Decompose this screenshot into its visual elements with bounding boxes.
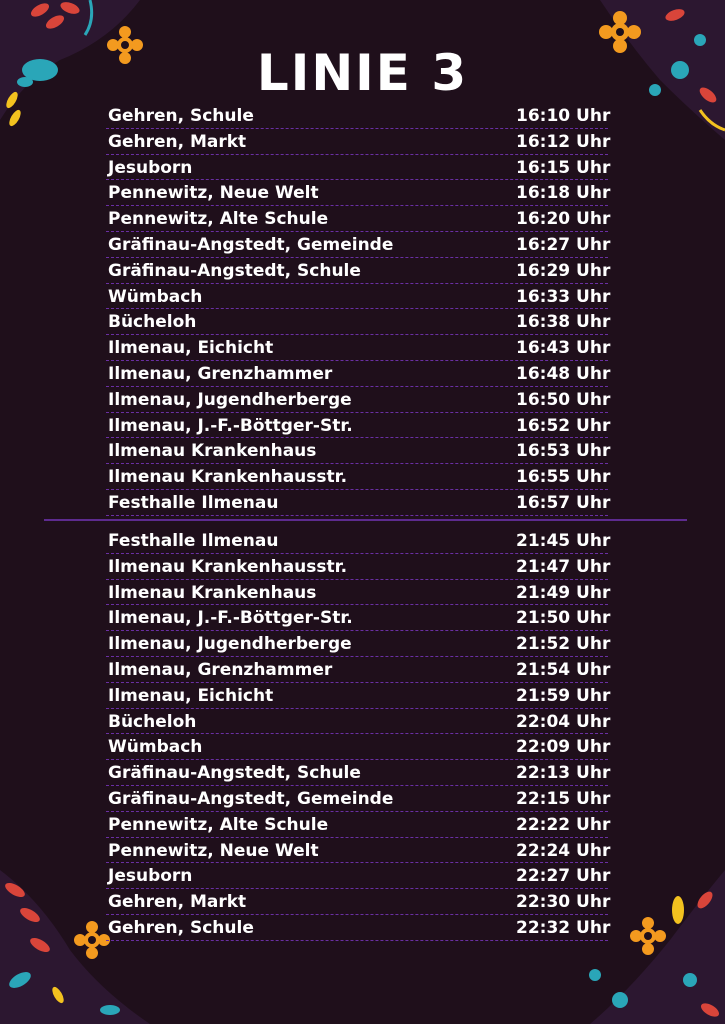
departure-time: 16:43 Uhr bbox=[516, 338, 611, 359]
table-row bbox=[106, 915, 611, 941]
departure-time: 21:50 Uhr bbox=[516, 608, 611, 629]
stop-name: Wümbach bbox=[108, 737, 203, 758]
departure-time: 21:59 Uhr bbox=[516, 685, 611, 706]
stop-name: Ilmenau Krankenhaus bbox=[108, 441, 317, 462]
table-row bbox=[106, 709, 611, 735]
section-divider bbox=[44, 519, 687, 521]
departure-time: 22:13 Uhr bbox=[516, 763, 611, 784]
outbound-timetable bbox=[106, 103, 611, 516]
table-row bbox=[106, 413, 611, 439]
departure-time: 16:38 Uhr bbox=[516, 312, 611, 333]
stop-name: Ilmenau Krankenhaus bbox=[108, 582, 317, 603]
stop-name: Festhalle Ilmenau bbox=[108, 531, 279, 551]
table-row bbox=[106, 438, 611, 464]
table-row bbox=[106, 580, 611, 606]
departure-time: 21:52 Uhr bbox=[516, 634, 611, 655]
departure-time: 16:29 Uhr bbox=[516, 260, 611, 281]
stop-name: Gehren, Schule bbox=[108, 917, 254, 938]
table-row bbox=[106, 103, 611, 129]
return-timetable bbox=[106, 528, 611, 941]
departure-time: 16:33 Uhr bbox=[516, 286, 611, 307]
departure-time: 16:52 Uhr bbox=[516, 415, 611, 436]
stop-name: Ilmenau, Jugendherberge bbox=[108, 389, 352, 410]
departure-time: 21:54 Uhr bbox=[516, 659, 611, 680]
stop-name: Ilmenau, Eichicht bbox=[108, 685, 274, 706]
stop-name: Gräfinau-Angstedt, Schule bbox=[108, 763, 361, 784]
table-row bbox=[106, 863, 611, 889]
stop-name: Pennewitz, Alte Schule bbox=[108, 814, 329, 835]
departure-time: 16:55 Uhr bbox=[516, 467, 611, 488]
departure-time: 16:50 Uhr bbox=[516, 389, 611, 410]
departure-time: 16:18 Uhr bbox=[516, 183, 611, 204]
stop-name: Ilmenau, J.-F.-Böttger-Str. bbox=[108, 608, 353, 629]
stop-name: Festhalle Ilmenau bbox=[108, 492, 279, 513]
stop-name: Ilmenau, Grenzhammer bbox=[108, 659, 333, 680]
stop-name: Gräfinau-Angstedt, Gemeinde bbox=[108, 234, 394, 255]
stop-name: Jesuborn bbox=[108, 866, 193, 887]
stop-name: Wümbach bbox=[108, 286, 203, 307]
departure-time: 21:49 Uhr bbox=[516, 582, 611, 603]
table-row bbox=[106, 683, 611, 709]
departure-time: 22:30 Uhr bbox=[516, 892, 611, 913]
departure-time: 22:24 Uhr bbox=[516, 840, 611, 861]
departure-time: 22:27 Uhr bbox=[516, 866, 611, 887]
table-row bbox=[106, 734, 611, 760]
table-row bbox=[106, 387, 611, 413]
departure-time: 22:04 Uhr bbox=[516, 711, 611, 732]
table-row bbox=[106, 180, 611, 206]
table-row bbox=[106, 889, 611, 915]
table-row bbox=[106, 155, 611, 181]
table-row bbox=[106, 786, 611, 812]
table-row bbox=[106, 631, 611, 657]
table-row bbox=[106, 335, 611, 361]
stop-name: Gehren, Markt bbox=[108, 892, 247, 913]
table-row bbox=[106, 657, 611, 683]
departure-time: 22:22 Uhr bbox=[516, 814, 611, 835]
departure-time: 22:32 Uhr bbox=[516, 917, 611, 938]
page-title: LINIE 3 bbox=[256, 44, 469, 102]
stop-name: Ilmenau, J.-F.-Böttger-Str. bbox=[108, 415, 353, 436]
departure-time: 16:57 Uhr bbox=[516, 492, 611, 513]
table-row bbox=[106, 206, 611, 232]
departure-time: 22:09 Uhr bbox=[516, 737, 611, 758]
stop-name: Ilmenau Krankenhausstr. bbox=[108, 467, 348, 488]
table-row bbox=[106, 361, 611, 387]
departure-time: 16:10 Uhr bbox=[516, 106, 611, 126]
table-row bbox=[106, 838, 611, 864]
departure-time: 16:20 Uhr bbox=[516, 209, 611, 230]
table-row bbox=[106, 812, 611, 838]
stop-name: Jesuborn bbox=[108, 157, 193, 178]
table-row bbox=[106, 760, 611, 786]
table-row bbox=[106, 464, 611, 490]
departure-time: 21:47 Uhr bbox=[516, 556, 611, 577]
departure-time: 16:15 Uhr bbox=[516, 157, 611, 178]
stop-name: Gräfinau-Angstedt, Gemeinde bbox=[108, 788, 394, 809]
stop-name: Bücheloh bbox=[108, 711, 197, 732]
departure-time: 16:27 Uhr bbox=[516, 234, 611, 255]
table-row bbox=[106, 309, 611, 335]
departure-time: 16:48 Uhr bbox=[516, 363, 611, 384]
table-row bbox=[106, 554, 611, 580]
stop-name: Ilmenau, Eichicht bbox=[108, 338, 274, 359]
stop-name: Gehren, Markt bbox=[108, 131, 247, 152]
departure-time: 16:12 Uhr bbox=[516, 131, 611, 152]
stop-name: Ilmenau, Grenzhammer bbox=[108, 363, 333, 384]
stop-name: Bücheloh bbox=[108, 312, 197, 333]
stop-name: Gräfinau-Angstedt, Schule bbox=[108, 260, 361, 281]
stop-name: Pennewitz, Neue Welt bbox=[108, 840, 319, 861]
table-row bbox=[106, 605, 611, 631]
stop-name: Pennewitz, Alte Schule bbox=[108, 209, 329, 230]
departure-time: 21:45 Uhr bbox=[516, 531, 611, 551]
table-row bbox=[106, 129, 611, 155]
stop-name: Pennewitz, Neue Welt bbox=[108, 183, 319, 204]
table-row bbox=[106, 490, 611, 516]
table-row bbox=[106, 284, 611, 310]
stop-name: Gehren, Schule bbox=[108, 106, 254, 126]
stop-name: Ilmenau, Jugendherberge bbox=[108, 634, 352, 655]
stop-name: Ilmenau Krankenhausstr. bbox=[108, 556, 348, 577]
table-row bbox=[106, 528, 611, 554]
departure-time: 16:53 Uhr bbox=[516, 441, 611, 462]
departure-time: 22:15 Uhr bbox=[516, 788, 611, 809]
table-row bbox=[106, 232, 611, 258]
table-row bbox=[106, 258, 611, 284]
